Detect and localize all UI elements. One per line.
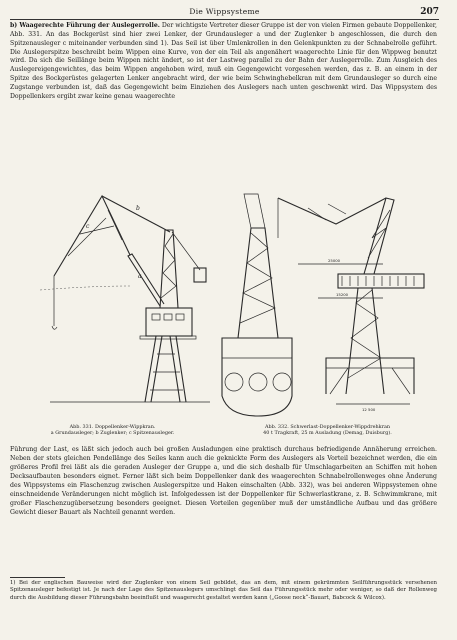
- label-b: b: [136, 205, 140, 212]
- footnote: 1) Bei der englischen Bauweise wird der Zuglenker von einem Seil gebildet, das an dem, mit einem gekrümmten Seilführungsstück versehenen Spitzenausleger befestigt ist. Je nach der Lage des Spitzenauslegers umschlingt das Seil das Führungsstück mehr oder weniger, so daß der Rollenweg durch die Ausbildung dieser Führungsbahn beeinflußt und waagerecht gestaltet werden kann („Goose neck“-Bauart, Babcock & Wilcox).: [10, 580, 437, 601]
- dimension-1: 15200: [336, 292, 349, 297]
- section-paragraph-2: Führung der Last, es läßt sich jedoch auch bei großen Ausladungen eine praktisch durchaus befriedigende Annäherung erreichen. Neben der stets gleichen Pendellänge des Seiles kann auch die geknickte Form des Auslegers als Vorteil bezeichnet werden, die ein größeres Profil frei läßt als die geraden Ausleger der Gruppe a, und die sich deshalb für Umschlagarbeiten an Schiffen mit hohen Decksaufbauten besonders eignet. Ferner läßt sich beim Doppellenker dank des waagerechten Schnabelrollenweges ohne Änderung des Wippsystems ein Flaschenzug zwischen Auslegerspitze und Haken einschalten (Abb. 332), was bei anderen Wippsystemen ohne einschneidende Veränderungen nicht möglich ist. Infolgedessen ist der Doppellenker für Schwerlastkrane, z. B. Schwimmkrane, mit großer Flaschenzugübersetzung besonders geeignet. Diesen Vorteilen gegenüber muß der umständliche Aufbau und das größere Gewicht dieser Bauart als Nachteil genannt werden.: [10, 446, 437, 516]
- page-number: 207: [420, 7, 439, 17]
- figure-331-caption: [10, 424, 215, 437]
- figure-area: [10, 158, 437, 443]
- section-heading: b) Waagerechte Führung der Auslegerrolle.: [10, 22, 160, 29]
- figure-332: [218, 158, 437, 443]
- figure-331-drawing: [10, 158, 215, 422]
- figure-331-caption-legend: a Grundausleger; b Zuglenker; c Spitzenausleger.: [50, 430, 175, 437]
- section-paragraph-1: [10, 22, 437, 102]
- dimension-2: 25000: [328, 258, 341, 263]
- header-rule: [10, 19, 439, 20]
- figure-332-caption: [218, 424, 437, 437]
- label-c: c: [86, 223, 90, 230]
- label-a: a: [138, 273, 142, 280]
- section-paragraph-1-text: Der wichtigste Vertreter dieser Gruppe ist der von vielen Firmen gebaute Doppellenker, Abb. 331. An das Bockgerüst sind hier zwei Lenker, der Grundausleger a und der Zuglenker b angeschlossen, die durch den Spitzenausleger c miteinander verbunden sind 1). Das Seil ist über Umlenkrollen in den Gelenkpunkten zu der Schnabelrolle geführt. Die Auslegerspitze beschreibt beim Wippen eine Kurve, von der ein Teil als angenähert waagerechte Linie für den Wippweg benutzt wird. Da sich die Seillänge beim Wippen nicht ändert, so ist der Lastweg parallel zu der Bahn der Auslegerrolle. Zum Ausgleich des Auslegereigengewichtes, das beim Wippen angehoben wird, muß ein Gegengewicht vorgesehen werden, das z. B. an einem in der Spitze des Bockgerüstes gelagerten Lenker angebracht wird, der wie beim Schwinghebelkran mit dem Grundausleger so durch eine Zugstange verbunden ist, daß das Gegengewicht beim Einziehen des Auslegers nach unten geschwenkt wird. Das Wippsystem des Doppellenkers ergibt zwar keine genau waagerechte: [10, 22, 437, 100]
- footnote-rule: [10, 577, 65, 578]
- running-head-title: Die Wippsysteme: [189, 7, 260, 16]
- figure-332-caption-detail: 40 t Tragkraft, 25 m Ausladung (Demag, Duisburg).: [263, 430, 392, 437]
- figure-331-caption-title: Abb. 331. Doppellenker-Wippkran.: [69, 424, 156, 430]
- figure-332-caption-title: Abb. 332. Schwerlast-Doppellenker-Wippdrehkran: [264, 424, 391, 430]
- figure-331: [10, 158, 215, 443]
- dimension-3: 12 500: [362, 407, 376, 412]
- figure-332-drawing: [218, 158, 437, 422]
- running-head: [10, 5, 439, 19]
